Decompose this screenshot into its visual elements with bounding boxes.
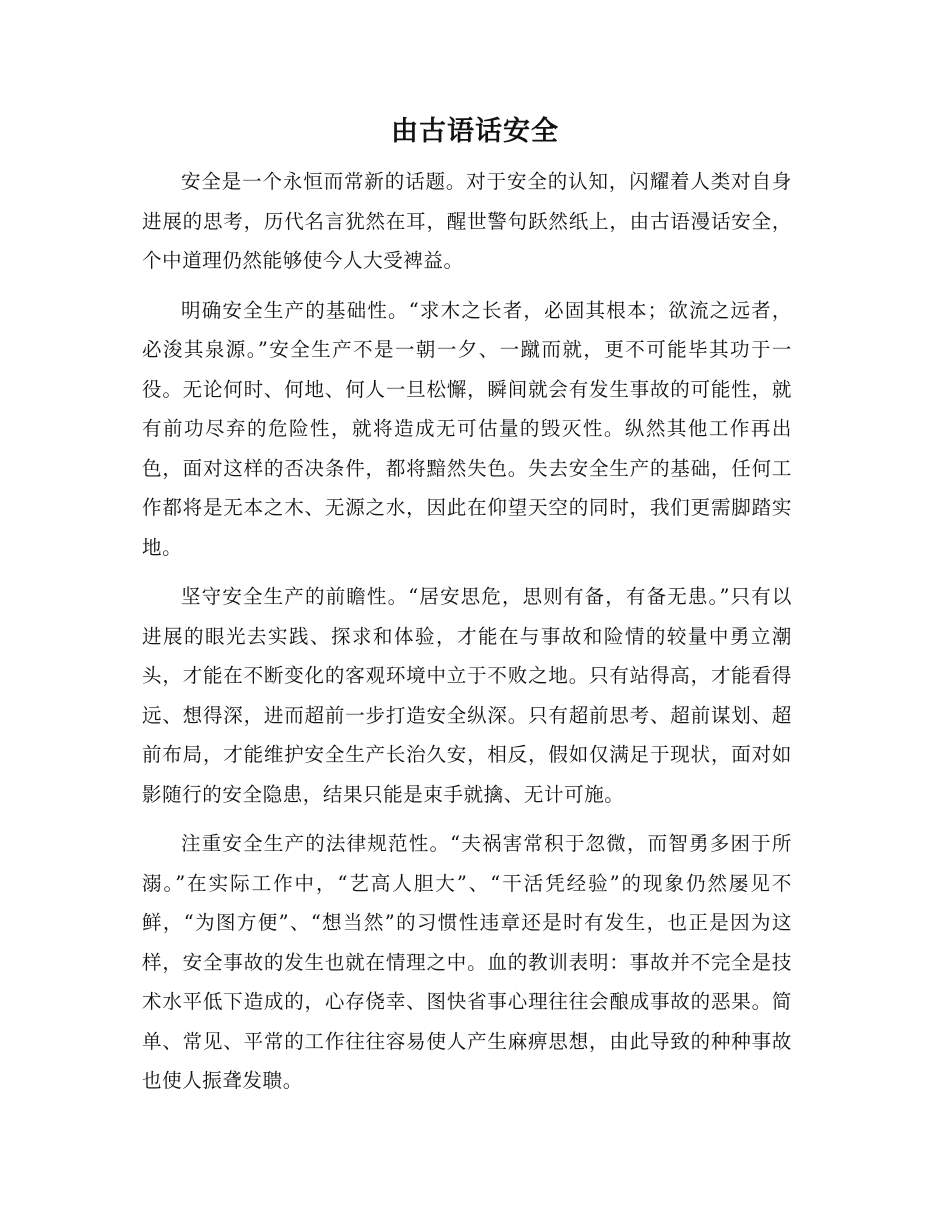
paragraph-intro: 安全是一个永恒而常新的话题。对于安全的认知，闪耀着人类对自身进展的思考，历代名言犹然在耳，醒世警句跃然纸上，由古语漫话安全，个中道理仍然能够使今人大受裨益。 [142, 170, 792, 272]
paragraph-foresight: 坚守安全生产的前瞻性。“居安思危，思则有备，有备无患。”只有以进展的眼光去实践、探求和体验，才能在与事故和险情的较量中勇立潮头，才能在不断变化的客观环境中立于不败之地。只有站得高，才能看得远、想得深，进而超前一步打造安全纵深。只有超前思考、超前谋划、超前布局，才能维护安全生产长治久安，相反，假如仅满足于现状，面对如影随行的安全隐患，结果只能是束手就擒、无计可施。 [142, 585, 792, 806]
document-title: 由古语话安全 [391, 116, 559, 147]
paragraph-legal-norms: 注重安全生产的法律规范性。“夫祸害常积于忽微，而智勇多困于所溺。”在实际工作中，“艺高人胆大”、“干活凭经验”的现象仍然屡见不鲜，“为图方便”、“想当然”的习惯性违章还是时有发生，也正是因为这样，安全事故的发生也就在情理之中。血的教训表明：事故并不完全是技术水平低下造成的，心存侥幸、图快省事心理往往会酿成事故的恶果。简单、常见、平常的工作往往容易使人产生麻痹思想，由此导致的种种事故也使人振聋发聩。 [142, 832, 792, 1092]
document-body [142, 162, 792, 1111]
paragraph-foundation: 明确安全生产的基础性。“求木之长者，必固其根本；欲流之远者，必浚其泉源。”安全生产不是一朝一夕、一蹴而就，更不可能毕其功于一役。无论何时、何地、何人一旦松懈，瞬间就会有发生事故的可能性，就有前功尽弃的危险性，就将造成无可估量的毁灭性。纵然其他工作再出色，面对这样的否决条件，都将黯然失色。失去安全生产的基础，任何工作都将是无本之木、无源之水，因此在仰望天空的同时，我们更需脚踏实地。 [142, 298, 792, 559]
